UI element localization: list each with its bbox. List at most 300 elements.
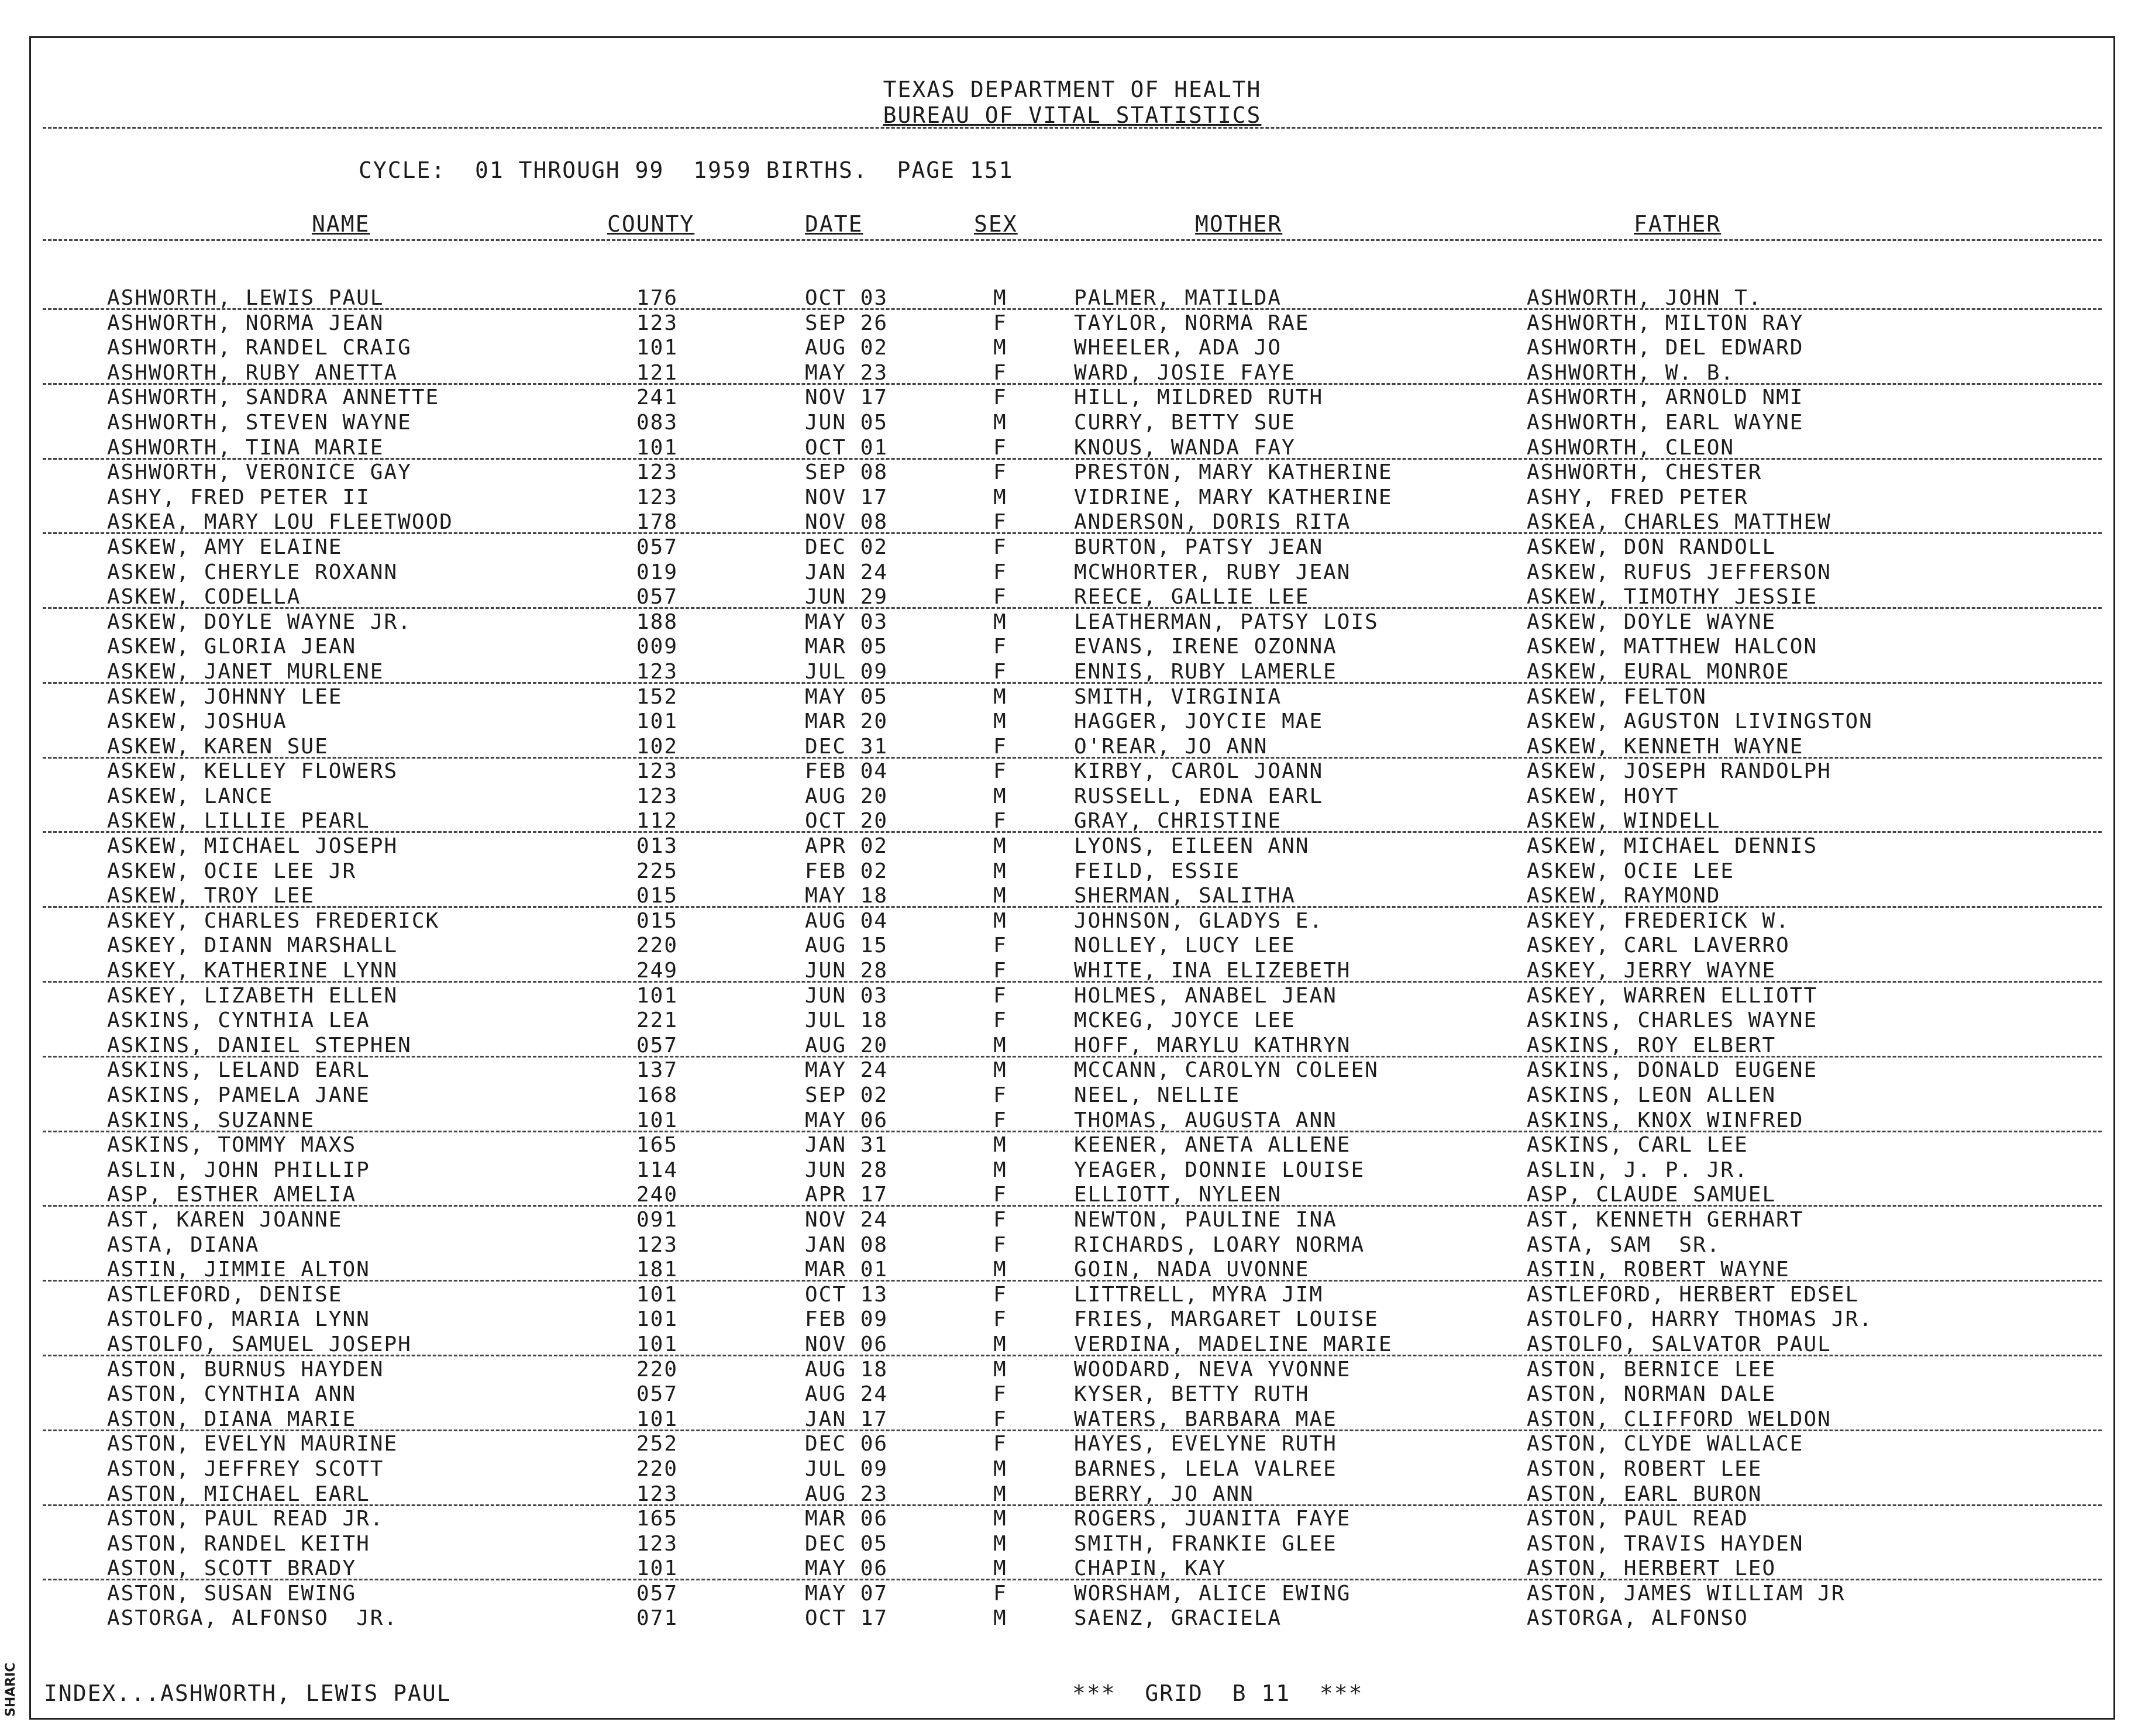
record-sex: F — [993, 959, 1007, 983]
record-row — [31, 685, 2113, 710]
record-date: OCT 13 — [805, 1282, 889, 1307]
record-row — [31, 784, 2113, 810]
record-row — [31, 1083, 2113, 1108]
record-date: DEC 05 — [805, 1531, 889, 1556]
record-father: ASTON, ROBERT LEE — [1527, 1456, 1762, 1481]
record-row — [31, 1008, 2113, 1034]
record-sex: F — [993, 1432, 1007, 1456]
record-row — [31, 311, 2113, 336]
column-header-rule — [43, 239, 2102, 241]
record-date: NOV 08 — [805, 510, 889, 535]
record-mother: RICHARDS, LOARY NORMA — [1074, 1232, 1365, 1257]
record-sex: F — [993, 1008, 1007, 1033]
record-date: MAY 07 — [805, 1581, 889, 1606]
record-mother: FRIES, MARGARET LOUISE — [1074, 1307, 1379, 1332]
record-name: ASTON, PAUL READ JR. — [107, 1507, 384, 1531]
record-mother: MCKEG, JOYCE LEE — [1074, 1008, 1296, 1033]
record-county: 249 — [636, 959, 679, 983]
record-row — [31, 411, 2113, 436]
record-date: DEC 02 — [805, 535, 889, 559]
record-sex: M — [993, 1133, 1007, 1158]
record-county: 168 — [636, 1083, 679, 1107]
record-name: ASKEY, LIZABETH ELLEN — [107, 983, 398, 1008]
record-sex: F — [993, 585, 1007, 609]
record-mother: RUSSELL, EDNA EARL — [1074, 784, 1324, 808]
record-county: 123 — [636, 759, 679, 784]
record-row — [31, 1133, 2113, 1158]
column-header-county: COUNTY — [607, 211, 695, 237]
record-county: 225 — [636, 859, 679, 883]
record-mother: HAGGER, JOYCIE MAE — [1074, 709, 1324, 734]
record-county: 057 — [636, 1382, 679, 1407]
record-county: 101 — [636, 435, 679, 460]
record-row — [31, 735, 2113, 760]
record-father: ASKEA, CHARLES MATTHEW — [1527, 510, 1831, 535]
record-father: ASKINS, KNOX WINFRED — [1527, 1108, 1804, 1132]
record-name: ASHWORTH, LEWIS PAUL — [107, 286, 384, 310]
record-row — [31, 535, 2113, 560]
record-county: 220 — [636, 1456, 679, 1481]
record-mother: JOHNSON, GLADYS E. — [1074, 908, 1324, 933]
record-name: ASLIN, JOHN PHILLIP — [107, 1158, 370, 1182]
record-father: ASHWORTH, JOHN T. — [1527, 286, 1762, 310]
record-row — [31, 884, 2113, 909]
record-mother: SAENZ, GRACIELA — [1074, 1606, 1282, 1631]
record-sex: F — [993, 1282, 1007, 1307]
header-rule — [43, 127, 2102, 129]
record-father: ASTON, JAMES WILLIAM JR — [1527, 1581, 1846, 1606]
record-father: ASTOLFO, SALVATOR PAUL — [1527, 1332, 1831, 1356]
sharic-stamp: SHARIC — [4, 1662, 18, 1717]
record-mother: VERDINA, MADELINE MARIE — [1074, 1332, 1393, 1356]
record-name: ASTON, EVELYN MAURINE — [107, 1432, 398, 1456]
record-date: SEP 02 — [805, 1083, 889, 1107]
record-sex: M — [993, 859, 1007, 883]
record-date: MAY 23 — [805, 360, 889, 385]
record-county: 057 — [636, 1581, 679, 1606]
record-county: 252 — [636, 1432, 679, 1456]
record-name: ASHWORTH, RANDEL CRAIG — [107, 336, 412, 360]
record-father: ASTON, CLYDE WALLACE — [1527, 1432, 1804, 1456]
record-mother: ANDERSON, DORIS RITA — [1074, 510, 1351, 535]
record-county: 176 — [636, 286, 679, 310]
record-row — [31, 1258, 2113, 1283]
record-sex: F — [993, 1307, 1007, 1332]
record-mother: HAYES, EVELYNE RUTH — [1074, 1432, 1337, 1456]
record-date: NOV 17 — [805, 485, 889, 509]
record-father: ASKEW, EURAL MONROE — [1527, 659, 1790, 684]
record-mother: LITTRELL, MYRA JIM — [1074, 1282, 1324, 1307]
record-father: ASKEY, JERRY WAYNE — [1527, 959, 1776, 983]
record-name: ASHWORTH, TINA MARIE — [107, 435, 384, 460]
record-date: MAY 06 — [805, 1556, 889, 1581]
record-county: 114 — [636, 1158, 679, 1182]
column-header-date: DATE — [805, 211, 863, 237]
record-father: ASKEW, AGUSTON LIVINGSTON — [1527, 709, 1873, 734]
record-mother: NOLLEY, LUCY LEE — [1074, 934, 1296, 958]
record-sex: F — [993, 1207, 1007, 1232]
record-mother: WATERS, BARBARA MAE — [1074, 1407, 1337, 1431]
record-sex: M — [993, 1556, 1007, 1581]
record-sex: M — [993, 1158, 1007, 1182]
record-county: 009 — [636, 635, 679, 659]
record-mother: LYONS, EILEEN ANN — [1074, 834, 1310, 859]
record-row — [31, 1532, 2113, 1557]
record-name: ASHWORTH, VERONICE GAY — [107, 460, 412, 485]
record-county: 181 — [636, 1258, 679, 1282]
record-father: ASTON, CLIFFORD WELDON — [1527, 1407, 1831, 1431]
record-name: ASKEW, JOSHUA — [107, 709, 287, 734]
record-father: ASTON, PAUL READ — [1527, 1507, 1748, 1531]
record-name: ASKINS, SUZANNE — [107, 1108, 315, 1132]
record-county: 220 — [636, 1357, 679, 1382]
record-name: ASKINS, TOMMY MAXS — [107, 1133, 357, 1158]
record-date: OCT 20 — [805, 809, 889, 833]
record-father: ASKEW, OCIE LEE — [1527, 859, 1735, 883]
record-sex: M — [993, 884, 1007, 908]
record-father: ASTLEFORD, HERBERT EDSEL — [1527, 1282, 1860, 1307]
record-name: ASHY, FRED PETER II — [107, 485, 370, 509]
record-mother: KYSER, BETTY RUTH — [1074, 1382, 1310, 1407]
record-sex: M — [993, 1456, 1007, 1481]
record-sex: M — [993, 709, 1007, 734]
record-name: ASTON, SCOTT BRADY — [107, 1556, 357, 1581]
record-county: 101 — [636, 1556, 679, 1581]
record-county: 123 — [636, 460, 679, 485]
record-row — [31, 1034, 2113, 1059]
record-date: FEB 09 — [805, 1307, 889, 1332]
record-sex: F — [993, 311, 1007, 335]
record-mother: PALMER, MATILDA — [1074, 286, 1282, 310]
record-county: 121 — [636, 360, 679, 385]
record-father: ASTON, HERBERT LEO — [1527, 1556, 1776, 1581]
record-sex: F — [993, 759, 1007, 784]
column-header-mother: MOTHER — [1195, 211, 1283, 237]
record-father: ASKEW, FELTON — [1527, 684, 1707, 709]
record-row — [31, 1432, 2113, 1457]
record-sex: M — [993, 1606, 1007, 1631]
record-date: MAY 24 — [805, 1058, 889, 1083]
record-county: 057 — [636, 535, 679, 559]
record-row — [31, 336, 2113, 361]
record-date: JUN 28 — [805, 1158, 889, 1182]
record-row — [31, 1382, 2113, 1407]
record-name: ASKEW, JOHNNY LEE — [107, 684, 343, 709]
record-mother: BURTON, PATSY JEAN — [1074, 535, 1324, 559]
record-father: ASTORGA, ALFONSO — [1527, 1606, 1748, 1631]
record-county: 057 — [636, 585, 679, 609]
record-row — [31, 1457, 2113, 1482]
record-father: ASTON, TRAVIS HAYDEN — [1527, 1531, 1804, 1556]
record-mother: SMITH, FRANKIE GLEE — [1074, 1531, 1337, 1556]
record-father: ASKEY, CARL LAVERRO — [1527, 934, 1790, 958]
record-mother: SMITH, VIRGINIA — [1074, 684, 1282, 709]
record-father: ASKEW, KENNETH WAYNE — [1527, 734, 1804, 759]
record-sex: M — [993, 908, 1007, 933]
record-date: AUG 18 — [805, 1357, 889, 1382]
record-date: AUG 20 — [805, 784, 889, 808]
record-sex: F — [993, 1407, 1007, 1431]
record-row — [31, 1358, 2113, 1383]
record-mother: TAYLOR, NORMA RAE — [1074, 311, 1310, 335]
record-mother: WHITE, INA ELIZEBETH — [1074, 959, 1351, 983]
record-row — [31, 1407, 2113, 1432]
record-father: ASKEW, RUFUS JEFFERSON — [1527, 560, 1831, 584]
record-name: ASKEW, MICHAEL JOSEPH — [107, 834, 398, 859]
record-sex: F — [993, 934, 1007, 958]
record-date: JAN 08 — [805, 1232, 889, 1257]
record-row — [31, 859, 2113, 884]
record-date: JUN 03 — [805, 983, 889, 1008]
record-county: 101 — [636, 709, 679, 734]
record-father: ASTOLFO, HARRY THOMAS JR. — [1527, 1307, 1873, 1332]
record-sex: F — [993, 510, 1007, 535]
record-sex: F — [993, 360, 1007, 385]
record-date: APR 02 — [805, 834, 889, 859]
record-name: ASKEW, JANET MURLENE — [107, 659, 384, 684]
grid-footer: *** GRID B 11 *** — [1072, 1680, 1364, 1706]
record-county: 137 — [636, 1058, 679, 1083]
record-sex: F — [993, 1083, 1007, 1107]
record-mother: BERRY, JO ANN — [1074, 1482, 1254, 1506]
cycle-line: CYCLE: 01 THROUGH 99 1959 BIRTHS. PAGE 151 — [359, 157, 1014, 183]
record-father: ASTON, BERNICE LEE — [1527, 1357, 1776, 1382]
record-date: MAR 05 — [805, 635, 889, 659]
record-father: ASP, CLAUDE SAMUEL — [1527, 1183, 1776, 1207]
record-father: ASHWORTH, EARL WAYNE — [1527, 410, 1804, 435]
record-sex: M — [993, 410, 1007, 435]
record-name: ASTOLFO, MARIA LYNN — [107, 1307, 370, 1332]
record-father: ASHY, FRED PETER — [1527, 485, 1748, 509]
record-name: ASKEY, KATHERINE LYNN — [107, 959, 398, 983]
record-county: 101 — [636, 336, 679, 360]
record-father: ASKEW, RAYMOND — [1527, 884, 1721, 908]
record-father: ASKINS, LEON ALLEN — [1527, 1083, 1776, 1107]
record-mother: HOLMES, ANABEL JEAN — [1074, 983, 1337, 1008]
record-name: ASKEA, MARY LOU FLEETWOOD — [107, 510, 453, 535]
record-name: ASTON, DIANA MARIE — [107, 1407, 357, 1431]
record-date: JAN 31 — [805, 1133, 889, 1158]
record-date: JAN 24 — [805, 560, 889, 584]
record-father: ASTON, NORMAN DALE — [1527, 1382, 1776, 1407]
record-date: SEP 08 — [805, 460, 889, 485]
record-name: ASHWORTH, NORMA JEAN — [107, 311, 384, 335]
record-mother: WHEELER, ADA JO — [1074, 336, 1282, 360]
record-name: ASKINS, DANIEL STEPHEN — [107, 1033, 412, 1058]
record-mother: GOIN, NADA UVONNE — [1074, 1258, 1310, 1282]
record-father: ASTA, SAM SR. — [1527, 1232, 1721, 1257]
record-sex: F — [993, 1232, 1007, 1257]
record-father: ASKINS, CARL LEE — [1527, 1133, 1748, 1158]
record-date: MAR 20 — [805, 709, 889, 734]
record-mother: WORSHAM, ALICE EWING — [1074, 1581, 1351, 1606]
record-row — [31, 984, 2113, 1009]
record-date: MAR 01 — [805, 1258, 889, 1282]
record-mother: KIRBY, CAROL JOANN — [1074, 759, 1324, 784]
record-county: 015 — [636, 884, 679, 908]
column-header-name: NAME — [312, 211, 370, 237]
record-county: 057 — [636, 1033, 679, 1058]
record-father: ASHWORTH, ARNOLD NMI — [1527, 385, 1804, 410]
record-name: ASHWORTH, SANDRA ANNETTE — [107, 385, 440, 410]
record-name: ASP, ESTHER AMELIA — [107, 1183, 357, 1207]
record-name: ASKEW, AMY ELAINE — [107, 535, 343, 559]
record-row — [31, 959, 2113, 984]
record-row — [31, 1283, 2113, 1308]
index-footer: INDEX...ASHWORTH, LEWIS PAUL — [44, 1680, 452, 1706]
record-name: ASKEY, DIANN MARSHALL — [107, 934, 398, 958]
record-row — [31, 1233, 2113, 1258]
record-sex: M — [993, 784, 1007, 808]
record-date: OCT 01 — [805, 435, 889, 460]
record-row — [31, 1183, 2113, 1208]
record-county: 240 — [636, 1183, 679, 1207]
record-date: JUN 28 — [805, 959, 889, 983]
record-county: 178 — [636, 510, 679, 535]
record-mother: YEAGER, DONNIE LOUISE — [1074, 1158, 1365, 1182]
record-sex: F — [993, 809, 1007, 833]
record-row — [31, 635, 2113, 660]
record-date: AUG 23 — [805, 1482, 889, 1506]
record-county: 123 — [636, 1531, 679, 1556]
record-row — [31, 510, 2113, 535]
record-date: JUN 05 — [805, 410, 889, 435]
record-sex: M — [993, 286, 1007, 310]
record-row — [31, 1582, 2113, 1607]
record-mother: ELLIOTT, NYLEEN — [1074, 1183, 1282, 1207]
record-date: AUG 24 — [805, 1382, 889, 1407]
record-father: ASKEY, FREDERICK W. — [1527, 908, 1790, 933]
record-sex: F — [993, 1581, 1007, 1606]
record-sex: F — [993, 435, 1007, 460]
record-father: ASKEW, TIMOTHY JESSIE — [1527, 585, 1818, 609]
record-row — [31, 1108, 2113, 1134]
record-row — [31, 610, 2113, 635]
record-name: ASKEW, OCIE LEE JR — [107, 859, 357, 883]
record-mother: CHAPIN, KAY — [1074, 1556, 1227, 1581]
record-name: ASKINS, CYNTHIA LEA — [107, 1008, 370, 1033]
record-father: ASTIN, ROBERT WAYNE — [1527, 1258, 1790, 1282]
record-name: ASKEW, CODELLA — [107, 585, 301, 609]
record-mother: SHERMAN, SALITHA — [1074, 884, 1296, 908]
record-father: ASKEW, JOSEPH RANDOLPH — [1527, 759, 1831, 784]
record-mother: WOODARD, NEVA YVONNE — [1074, 1357, 1351, 1382]
record-mother: REECE, GALLIE LEE — [1074, 585, 1310, 609]
record-date: DEC 31 — [805, 734, 889, 759]
record-row — [31, 1332, 2113, 1358]
record-date: AUG 20 — [805, 1033, 889, 1058]
record-county: 123 — [636, 784, 679, 808]
record-sex: M — [993, 609, 1007, 634]
record-sex: M — [993, 1507, 1007, 1531]
record-mother: HILL, MILDRED RUTH — [1074, 385, 1324, 410]
record-mother: NEWTON, PAULINE INA — [1074, 1207, 1337, 1232]
record-sex: F — [993, 1382, 1007, 1407]
record-county: 188 — [636, 609, 679, 634]
record-sex: M — [993, 1058, 1007, 1083]
record-row — [31, 909, 2113, 934]
record-sex: M — [993, 834, 1007, 859]
record-name: ASKEW, LILLIE PEARL — [107, 809, 370, 833]
record-sex: M — [993, 1482, 1007, 1506]
record-date: MAY 06 — [805, 1108, 889, 1132]
bureau-title: BUREAU OF VITAL STATISTICS — [883, 102, 1262, 128]
record-county: 013 — [636, 834, 679, 859]
record-sex: M — [993, 1332, 1007, 1356]
record-date: FEB 02 — [805, 859, 889, 883]
record-sex: F — [993, 734, 1007, 759]
record-name: ASTON, SUSAN EWING — [107, 1581, 357, 1606]
record-mother: THOMAS, AUGUSTA ANN — [1074, 1108, 1337, 1132]
record-sex: F — [993, 659, 1007, 684]
record-county: 123 — [636, 485, 679, 509]
record-row — [31, 1507, 2113, 1532]
record-father: ASKINS, ROY ELBERT — [1527, 1033, 1776, 1058]
record-sex: M — [993, 1531, 1007, 1556]
record-row — [31, 436, 2113, 461]
records-list — [31, 286, 2113, 1631]
record-name: ASKEW, DOYLE WAYNE JR. — [107, 609, 412, 634]
record-sex: F — [993, 1108, 1007, 1132]
record-sex: M — [993, 1357, 1007, 1382]
record-date: SEP 26 — [805, 311, 889, 335]
record-name: ASTON, JEFFREY SCOTT — [107, 1456, 384, 1481]
record-county: 123 — [636, 659, 679, 684]
record-row — [31, 834, 2113, 859]
department-title: TEXAS DEPARTMENT OF HEALTH — [883, 77, 1262, 102]
record-county: 165 — [636, 1507, 679, 1531]
record-county: 220 — [636, 934, 679, 958]
record-date: APR 17 — [805, 1183, 889, 1207]
record-county: 101 — [636, 1108, 679, 1132]
record-date: MAY 05 — [805, 684, 889, 709]
record-mother: FEILD, ESSIE — [1074, 859, 1241, 883]
record-date: MAY 03 — [805, 609, 889, 634]
record-sex: F — [993, 385, 1007, 410]
record-father: ASHWORTH, DEL EDWARD — [1527, 336, 1804, 360]
record-sex: F — [993, 1183, 1007, 1207]
record-county: 221 — [636, 1008, 679, 1033]
record-row — [31, 1606, 2113, 1631]
record-date: JUL 09 — [805, 659, 889, 684]
record-name: ASTON, BURNUS HAYDEN — [107, 1357, 384, 1382]
record-county: 101 — [636, 1407, 679, 1431]
record-father: ASKEW, HOYT — [1527, 784, 1679, 808]
record-date: JUL 09 — [805, 1456, 889, 1481]
record-row — [31, 709, 2113, 735]
record-county: 071 — [636, 1606, 679, 1631]
record-county: 112 — [636, 809, 679, 833]
record-name: ASTORGA, ALFONSO JR. — [107, 1606, 398, 1631]
record-county: 123 — [636, 1482, 679, 1506]
record-name: ASKEW, TROY LEE — [107, 884, 315, 908]
record-date: NOV 06 — [805, 1332, 889, 1356]
record-name: ASKEW, CHERYLE ROXANN — [107, 560, 398, 584]
record-date: JUN 29 — [805, 585, 889, 609]
record-date: DEC 06 — [805, 1432, 889, 1456]
record-date: AUG 04 — [805, 908, 889, 933]
record-mother: PRESTON, MARY KATHERINE — [1074, 460, 1393, 485]
record-name: ASHWORTH, RUBY ANETTA — [107, 360, 398, 385]
record-father: ASHWORTH, W. B. — [1527, 360, 1735, 385]
record-county: 241 — [636, 385, 679, 410]
record-mother: WARD, JOSIE FAYE — [1074, 360, 1296, 385]
record-sex: F — [993, 983, 1007, 1008]
record-date: FEB 04 — [805, 759, 889, 784]
record-name: ASHWORTH, STEVEN WAYNE — [107, 410, 412, 435]
record-mother: O'REAR, JO ANN — [1074, 734, 1268, 759]
record-mother: EVANS, IRENE OZONNA — [1074, 635, 1337, 659]
